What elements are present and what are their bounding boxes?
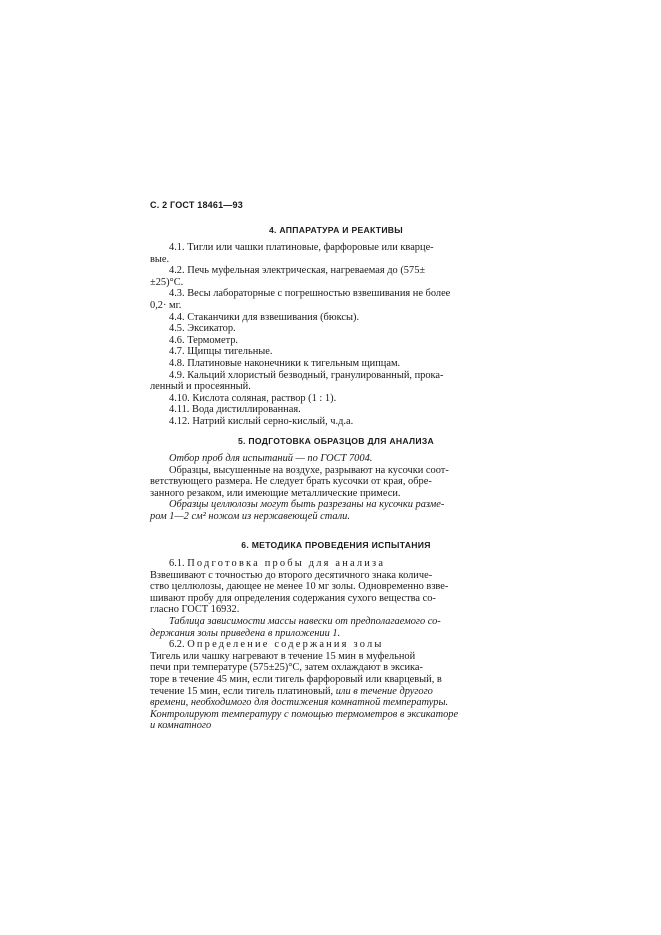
section-4 bbox=[150, 225, 522, 237]
section-6-2-l4: течение 15 мин, если тигель платиновый, или в течение другого bbox=[150, 685, 433, 697]
section-4-items bbox=[150, 242, 522, 428]
section-6-title: 6. МЕТОДИКА ПРОВЕДЕНИЯ ИСПЫТАНИЯ bbox=[241, 540, 431, 550]
item-4-3: 4.3. Весы лабораторные с погрешностью взвешивания не более bbox=[169, 288, 451, 300]
item-4-2: 4.2. Печь муфельная электрическая, нагреваемая до (575± bbox=[169, 265, 426, 277]
page-header: С. 2 ГОСТ 18461—93 bbox=[150, 200, 243, 210]
item-4-9: 4.9. Кальций хлористый безводный, гранулированный, прока- bbox=[169, 369, 444, 381]
section-6-2-l5: времени, необходимого для достижения комнатной температуры. bbox=[150, 697, 449, 709]
section-6-2-l1: Тигель или чашку нагревают в течение 15 мин в муфельной bbox=[150, 650, 416, 662]
item-4-12: 4.12. Натрий кислый серно-кислый, ч.д.а. bbox=[169, 415, 354, 427]
section-5-p1: Отбор проб для испытаний — по ГОСТ 7004. bbox=[169, 453, 373, 464]
item-4-1: 4.1. Тигли или чашки платиновые, фарфоровые или кварце- bbox=[169, 242, 434, 253]
item-4-9-cont: ленный и просеянный. bbox=[150, 381, 251, 393]
item-4-1-cont: вые. bbox=[150, 253, 170, 265]
item-4-3-cont: 0,2· мг. bbox=[150, 299, 182, 311]
section-6-2-l7: и комнатного bbox=[150, 720, 212, 732]
item-4-8: 4.8. Платиновые наконечники к тигельным щипцам. bbox=[169, 357, 401, 369]
section-6 bbox=[150, 540, 522, 552]
item-4-4: 4.4. Стаканчики для взвешивания (бюксы). bbox=[169, 311, 360, 323]
section-5-p2-l3: занного резаком, или имеющие металлические примеси. bbox=[150, 487, 401, 499]
item-4-10: 4.10. Кислота соляная, раствор (1 : 1). bbox=[169, 392, 337, 404]
section-6-1-l2: ство целлюлозы, дающее не менее 10 мг золы. Одновременно взве- bbox=[150, 581, 449, 593]
section-5-p2-l2: ветствующего размера. Не следует брать кусочки от края, обре- bbox=[150, 476, 432, 488]
section-4-title: 4. АППАРАТУРА И РЕАКТИВЫ bbox=[268, 225, 404, 235]
section-6-2-l3: торе в течение 45 мин, если тигель фарфоровый или кварцевый, в bbox=[150, 673, 442, 685]
subsection-6-1-heading: 6.1. Подготовка пробы для анализа bbox=[169, 558, 386, 569]
table-ref-l1: Таблица зависимости массы навески от предполагаемого со- bbox=[169, 615, 441, 627]
section-6-2-l2: печи при температуре (575±25)°С, затем охлаждают в эксика- bbox=[150, 662, 423, 674]
item-4-7: 4.7. Щипцы тигельные. bbox=[169, 346, 273, 358]
subsection-6-2-heading: 6.2. Определение содержания золы bbox=[169, 639, 384, 651]
item-4-11: 4.11. Вода дистиллированная. bbox=[169, 404, 301, 416]
section-5 bbox=[150, 436, 522, 448]
item-4-2-cont: ±25)°С. bbox=[150, 276, 184, 288]
section-5-body bbox=[150, 453, 522, 523]
item-4-5: 4.5. Эксикатор. bbox=[169, 323, 236, 335]
section-6-body bbox=[150, 558, 522, 732]
section-6-1-l1: Взвешивают с точностью до второго десятичного знака количе- bbox=[150, 569, 433, 581]
section-6-1-l3: шивают пробу для определения содержания сухого вещества со- bbox=[150, 592, 436, 604]
section-5-p3-l1: Образцы целлюлозы могут быть разрезаны на кусочки разме- bbox=[169, 499, 445, 511]
table-ref-l2: держания золы приведена в приложении 1. bbox=[150, 627, 341, 639]
section-5-title: 5. ПОДГОТОВКА ОБРАЗЦОВ ДЛЯ АНАЛИЗА bbox=[237, 436, 435, 446]
item-4-6: 4.6. Термометр. bbox=[169, 334, 239, 346]
section-6-2-l6: Контролируют температуру с помощью термометров в эксикаторе bbox=[150, 708, 459, 720]
section-6-1-l4: гласно ГОСТ 16932. bbox=[150, 604, 240, 616]
section-5-p3-l2: ром 1—2 см² ножом из нержавеющей стали. bbox=[150, 510, 350, 522]
section-5-p2-l1: Образцы, высушенные на воздухе, разрывают на кусочки соот- bbox=[169, 464, 449, 476]
